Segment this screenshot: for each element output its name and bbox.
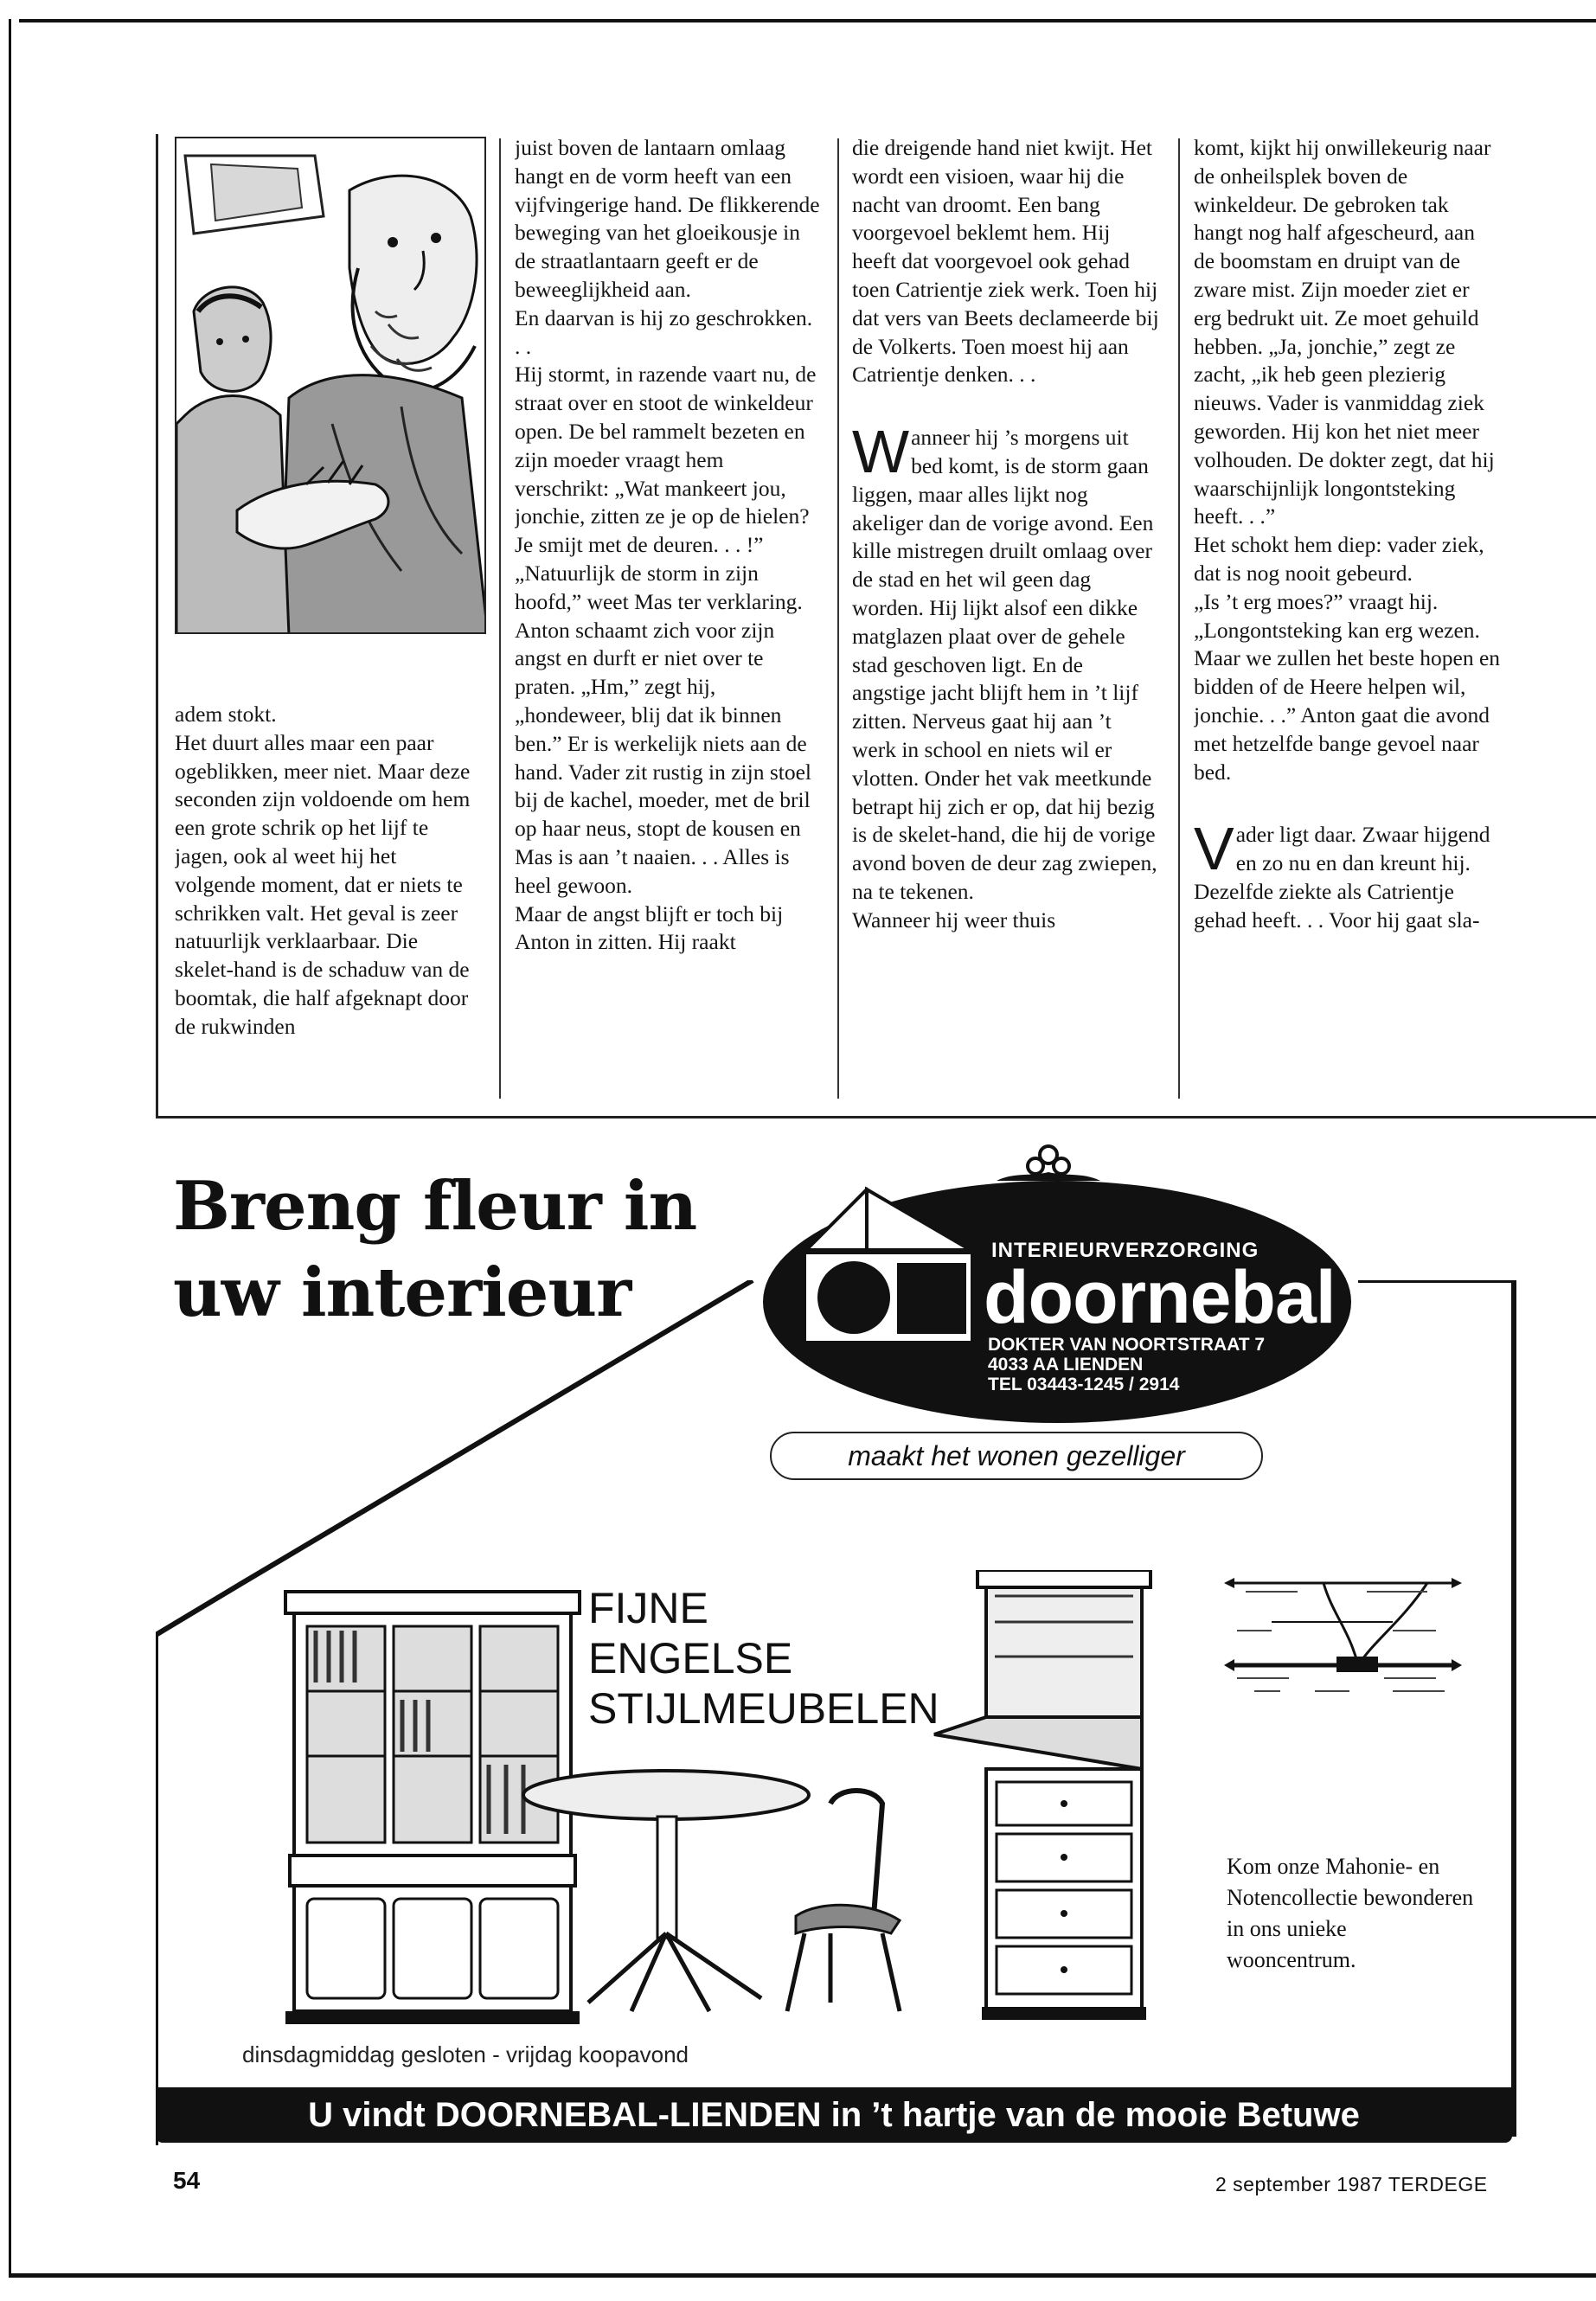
col2-para-4: Maar de angst blijft er toch bij Anton in zitten. Hij raakt <box>515 901 784 955</box>
article-column-3 <box>852 134 1159 1103</box>
col1-para-2: Het duurt alles maar een paar ogeblikken, meer niet. Maar deze seconden zijn voldoende om hem een grote schrik op het lijf te jagen, ook al weet hij het volgende moment, dat er niets te schrikken valt. Het geval is zeer natuurlijk verklaarbaar. Die skelet-hand is de schaduw van de boomtak, die half afgeknapt door de rukwinden <box>175 729 471 1039</box>
address-street: DOKTER VAN NOORTSTRAAT 7 <box>988 1335 1266 1355</box>
column-separator-1 <box>499 138 501 1099</box>
col3-para-1: die dreigende hand niet kwijt. Het wordt een visioen, waar hij die nacht van droomt. Een bang voorgevoel beklemt hem. Hij heeft dat voorgevoel ook gehad toen Catrientje ziek werk. Toen hij dat vers van Beets declameerde bij de Volkerts. Toen moest hij aan Catrientje denken. . . <box>852 135 1159 388</box>
location-map <box>1220 1570 1466 1713</box>
bookcase-cabinet <box>285 1592 580 2024</box>
top-rule <box>19 19 1596 22</box>
ad-banner: U vindt DOORNEBAL-LIENDEN in ’t hartje van de mooie Betuwe <box>156 2087 1512 2143</box>
col4-para-4 <box>1194 815 1501 934</box>
ad-title-line-1: FIJNE <box>588 1584 708 1632</box>
issue-date: 2 september 1987 TERDEGE <box>1215 2173 1488 2195</box>
col2-para-3: Hij stormt, in razende vaart nu, de straat over en stoot de winkeldeur open. De bel rammelt bezeten en zijn moeder vraagt hem verschrikt: „Wat mankeert jou, jonchie, zitten ze je op de hielen? Je smijt met de deuren. . . !” „Natuurlijk de storm in zijn hoofd,” weet Mas ter verklaring. Anton schaamt zich voor zijn angst en durft er niet over te praten. „Hm,” zegt hij, „hondeweer, blij dat ik binnen ben.” Er is werkelijk niets aan de hand. Vader zit rustig in zijn stoel bij de kachel, moeder, met de bril op haar neus, stopt de kousen en Mas is aan ’t naaien. . . Alles is heel gewoon. <box>515 362 817 898</box>
col4-para-1: komt, kijkt hij onwillekeurig naar de onheilsplek boven de winkeldeur. De gebroken tak hangt nog half afgescheurd, aan de boomstam en druipt van de zware mist. Zijn moeder ziet er erg bedrukt uit. Ze moet gehuild hebben. „Ja, jonchie,” zegt ze zacht, „ik heb geen plezierig nieuws. Vader is vanmiddag ziek geworden. Hij kon het niet meer volhouden. De dokter zegt, dat hij waarschijnlijk longontsteking heeft. . .” <box>1194 135 1495 529</box>
col2-para-2: En daarvan is hij zo geschrokken. . . <box>515 304 813 359</box>
ad-headline-line-1: Breng fleur in <box>173 1167 697 1246</box>
ad-headline-line-2: uw interieur <box>173 1253 631 1332</box>
column-separator-2 <box>837 138 839 1099</box>
article-left-border <box>156 134 158 1116</box>
col2-para-1: juist boven de lantaarn omlaag hangt en de vorm heeft van een vijfvingerige hand. De flikkerende beweging van het gloeikousje in de straatlantaarn geeft er de beweeglijkheid aan. <box>515 135 820 302</box>
chair <box>787 1791 900 2011</box>
secretary-desk <box>934 1570 1151 2020</box>
ad-slogan: maakt het wonen gezelliger <box>770 1432 1263 1480</box>
dropcap-w: W <box>852 418 910 486</box>
article-column-4 <box>1194 134 1501 1103</box>
col3-para-2-text: anneer hij ’s morgens uit bed komt, is de storm gaan liggen, maar alles lijkt nog akeliger dan de vorige avond. Een kille mistregen druilt omlaag over de stad en het wil geen dag worden. Hij lijkt alsof een dikke matglazen plaat over de gehele stad geschoven ligt. En de angstige jacht blijft hem in ’t lijf zitten. Nerveus gaat hij aan ’t werk in school en niets wil er vlotten. Onder het vak meetkunde betrapt hij zich er op, dat hij bezig is de skelet-hand, die hij de vorige avond boven de deur zag zwiepen, na te tekenen. <box>852 425 1157 904</box>
col3-para-2 <box>852 418 1159 907</box>
col1-para-1: adem stokt. <box>175 702 277 727</box>
page-number: 54 <box>173 2167 201 2194</box>
col4-para-3: „Is ’t erg moes?” vraagt hij. „Longontsteking kan erg wezen. Maar we zullen het beste hopen en bidden of de Heere helpen wil, jonchie. . .” Anton gaat die avond met hetzelfde bange gevoel naar bed. <box>1194 588 1501 785</box>
col3-para-3: Wanneer hij weer thuis <box>852 907 1056 933</box>
logo-tagline: INTERIEURVERZORGING <box>991 1239 1259 1262</box>
col4-para-2: Het schokt hem diep: vader ziek, dat is nog nooit gebeurd. <box>1194 532 1484 586</box>
article-column-1 <box>175 701 482 1099</box>
logo-brand-name: doornebal <box>984 1256 1336 1339</box>
ad-title-line-2: ENGELSE <box>588 1634 793 1682</box>
address-phone: TEL 03443-1245 / 2914 <box>988 1375 1180 1394</box>
col4-para-4-text: ader ligt daar. Zwaar hijgend en zo nu en dan kreunt hij. Dezelfde ziekte als Catrientje gehad heeft. . . Voor hij gaat sla- <box>1194 822 1490 933</box>
left-rule <box>9 19 11 2277</box>
story-illustration <box>175 137 486 634</box>
doornebal-logo <box>754 1138 1360 1427</box>
illustration-drawing <box>176 138 486 634</box>
bottom-rule <box>9 2273 1596 2278</box>
dropcap-v: V <box>1194 815 1234 883</box>
furniture-illustration <box>277 1570 1194 2029</box>
visit-invitation: Kom onze Mahonie- en Notencollectie bewonderen in ons unieke wooncentrum. <box>1227 1854 1474 1972</box>
article-column-2 <box>515 134 822 1103</box>
logo-address <box>988 1335 1265 1394</box>
address-city: 4033 AA LIENDEN <box>988 1355 1144 1375</box>
ad-title-line-3: STIJLMEUBELEN <box>588 1684 939 1733</box>
opening-hours: dinsdagmiddag gesloten - vrijdag koopavond <box>242 2041 689 2067</box>
column-separator-3 <box>1178 138 1180 1099</box>
article-bottom-border <box>156 1116 1596 1118</box>
